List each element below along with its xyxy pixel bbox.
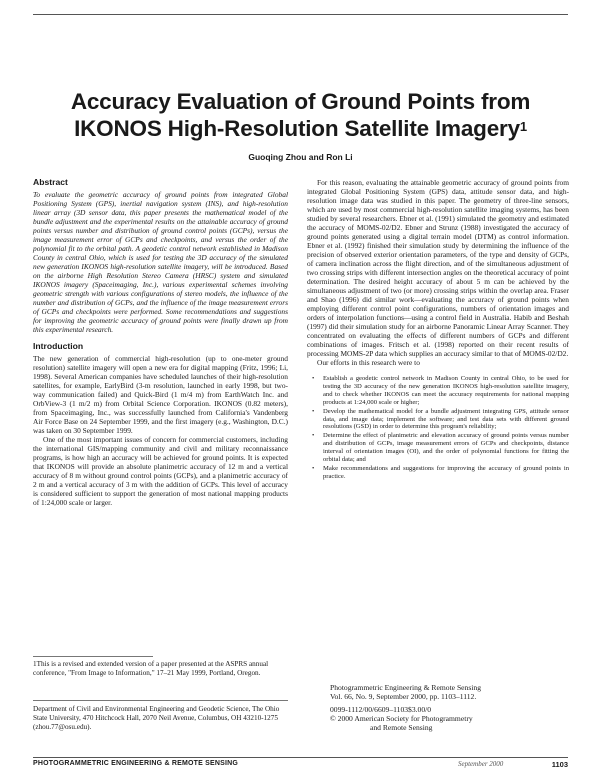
title-footnote-marker: 1 (519, 119, 527, 134)
journal-code: 0099-1112/00/6609–1103$3.00/0 (330, 705, 432, 714)
footnote: 1This is a revised and extended version of a paper presented at the ASPRS annual conference, "From Image to Information," 17–21 May 1999, Portland, Oregon. (33, 660, 269, 677)
list-item-text: Develop the mathematical model for a bundle adjustment integrating GPS, attitude sensor data, and image data; implement the software; and test data sets with different ground resolutions (GSD) in order to determine this program's reliability; (323, 407, 569, 431)
right-paragraph-1: For this reason, evaluating the attainable geometric accuracy of ground points from integrated Global Positioning System (GPS) data, attitude sensor data, and high-resolution image data was studied in this paper. The geometry of three-line sensors, which are used by most commercial high-resolution satellite imaging systems, has been studied by several researchers. Ebner et al. (1991) simulated the geometry and estimated the accuracy of MOMS-02/D2. Ebner and Strunz (1988) investigated the accuracy of ground points generated using a digital terrain model (DTM) as control information. Ebner et al. (1992) finished their simulation study by determining the influence of the precision of observed exterior orientation parameters, of the type and density of GCPs, of camera inclination across the flight direction, and of the simultaneous adjustment of two crossing strips with different intersection angles on the theoretical accuracy of point determination. The desired height accuracy of about 5 m can be achieved by the simultaneous adjustment of two (or more) crossing strips within the overlap area. Fraser and Shao (1996) did similar work—evaluating the accuracy of ground points when employing different control point configurations, numbers of orientation images and orders of interpolation functions—using a control field in Australia. Habib and Beshah (1997) did their simulation study for an airborne Panoramic Linear Array Scanner. They concentrated on evaluating the effects of different numbers of GCPs and different combinations of images. Fritsch et al. (1998) reported on their recent results of processing MOMS-2P data which supplies an accuracy similar to that of MOMS-02/D2. (307, 178, 569, 358)
list-item-text: Establish a geodetic control network in Madison County in central Ohio, to be used for testing the 3D accuracy of the new generation IKONOS high-resolution satellite imagery, and to check whether IKONOS can meet the accuracy requirements for national mapping products at 1:24,000 scale or higher; (323, 375, 569, 406)
authors: Guoqing Zhou and Ron Li (248, 152, 353, 162)
page-number: 1103 (551, 760, 568, 769)
journal-name: Photogrammetric Engineering & Remote Sensing (330, 683, 482, 692)
journal-copyright-2: and Remote Sensing (370, 723, 433, 732)
journal-volume: Vol. 66, No. 9, September 2000, pp. 1103–1112. (330, 692, 477, 701)
abstract-text: To evaluate the geometric accuracy of ground points from integrated Global Positioning System (GPS), inertial navigation system (INS), and high-resolution linear array (3D sensor data, this paper presents the mathematical model of the bundle adjustment and the experimental results on the attainable accuracy of ground points versus number and distribution of ground control points (GCPs), versus the image measurement error of GCPs and checkpoints, and versus the order of the polynomial fit to the orbital path. A geodetic control network established in Madison County in central Ohio, which is used for testing the 3D accuracy of the simulated new generation IKONOS high-resolution satellite imagery, will be introduced. Based on the airborne High Resolution Stereo Camera (HRSC) system and simulated IKONOS imagery (Spaceimaging, Inc.), various experimental schemes involving geometric strength with various configurations of stereo models, the influence of the number and distribution of GCPs, and the influence of the image measurement errors of GCPs and checkpoints were performed. Some recommendations and suggestions for improving the geometric accuracy of ground points were finally drawn up from this experimental research. (33, 190, 288, 334)
list-item (307, 408, 569, 432)
title-line-1: Accuracy Evaluation of Ground Points from (70, 89, 531, 114)
right-column (307, 178, 569, 482)
list-item-text: Determine the effect of planimetric and elevation accuracy of ground points versus number and distribution of GCPs, image measurement errors of GCPs and checkpoints, distance interval of orientation images (OI), and the order of polynomial functions for fitting the orbital data; and (323, 432, 569, 464)
left-column (33, 178, 288, 507)
bullet-icon: • (312, 375, 315, 382)
abstract-heading: Abstract (33, 177, 68, 187)
objectives-list (307, 375, 569, 481)
bullet-icon: • (312, 407, 315, 415)
right-paragraph-2: Our efforts in this research were to (317, 358, 420, 367)
list-item (307, 432, 569, 464)
author-affiliation: Department of Civil and Environmental Engineering and Geodetic Science, The Ohio State University, 470 Hitchcock Hall, 2070 Neil Avenue, Columbus, OH 43210-1275 (zhou.77@osu.edu). (33, 700, 288, 731)
top-rule (33, 14, 568, 15)
paper-title (33, 88, 568, 142)
title-line-2-text: IKONOS High-Resolution Satellite Imagery (74, 116, 520, 141)
introduction-heading: Introduction (33, 341, 84, 351)
journal-info (330, 683, 568, 732)
footnote-rule (33, 656, 153, 657)
bullet-icon: • (312, 464, 315, 472)
intro-paragraph-2: One of the most important issues of concern for commercial customers, including the international GIS/mapping community and civil and military reconnaissance programs, is how high an accuracy will be achieved for ground points. It is expected that IKONOS will provide an absolute planimetric accuracy of 12 m and a vertical accuracy of 8 m without ground control points (GCPs), and a planimetric accuracy of 2 m and a vertical accuracy of 3 m with the addition of GCPs. This level of accuracy is considered sufficient to support the generation of most national mapping products of 1:24,000 scale or larger. (33, 435, 288, 507)
list-item (307, 465, 569, 481)
list-item (307, 375, 569, 407)
footer-date: September 2000 (458, 760, 504, 768)
bottom-rule (33, 757, 568, 758)
intro-paragraph-1: The new generation of commercial high-resolution (up to one-meter ground resolution) satellite imagery will open a new era for digital mapping (Fritz, 1996; Li, 1998). Several American companies have scheduled launches of their high-resolution satellites, for example, EarlyBird (3-m resolution, launched in early 1998, but two-way communication failed) and Quick-Bird (1 m/4 m) from EarthWatch Inc. and OrbView-3 (1 m/2 m) from Orbital Science Corporation. IKONOS (0.82 meters), from Spaceimaging, Inc., was successfully launched from California's Vandenberg Air Force Base on 24 September 1999, and the first imagery (e.g., Washington, D.C.) was taken on 30 September 1999. (33, 354, 288, 435)
journal-copyright: © 2000 American Society for Photogrammetry (330, 714, 473, 723)
list-item-text: Make recommendations and suggestions for improving the accuracy of ground points in practice. (323, 464, 569, 480)
title-line-2 (33, 115, 568, 142)
footer-journal: PHOTOGRAMMETRIC ENGINEERING & REMOTE SENSING (33, 760, 239, 767)
bullet-icon: • (312, 432, 315, 440)
